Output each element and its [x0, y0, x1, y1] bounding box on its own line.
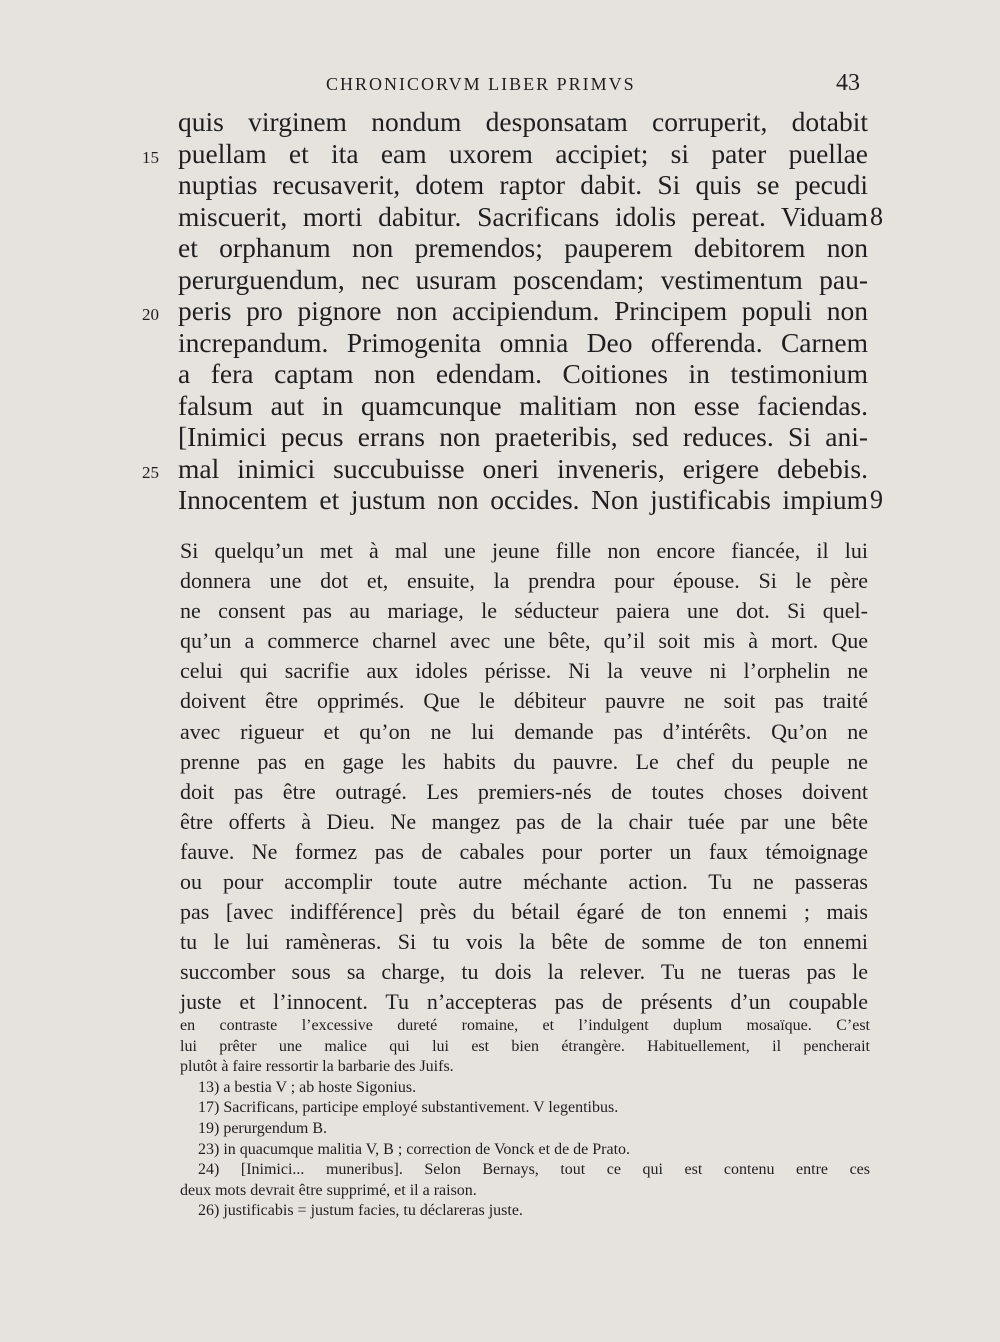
footnote-line: 23) in quacumque malitia V, B ; correction de Vonck et de de Prato.	[198, 1140, 631, 1158]
line-number: 25	[142, 462, 159, 482]
footnote-line: en contraste l’excessive dureté romaine, et l’indulgent duplum mosaïque. C’est	[180, 1017, 870, 1034]
latin-line-text: Innocentem et justum non occides. Non justificabis impium	[178, 484, 868, 515]
french-line: succomber sous sa charge, tu dois la relever. Tu ne tueras pas le	[180, 959, 868, 985]
french-line: juste et l’innocent. Tu n’accepteras pas de présents d’un coupable	[180, 989, 868, 1015]
page-number: 43	[836, 70, 860, 96]
french-line: celui qui sacrifie aux idoles périsse. Ni la veuve ni l’orphelin ne	[180, 658, 868, 684]
latin-line-text: miscuerit, morti dabitur. Sacrificans idolis pereat. Viduam	[178, 200, 868, 232]
margin-number: 9	[870, 485, 883, 514]
latin-line-text: mal inimici succubuisse oneri inveneris, erigere debebis.	[178, 452, 868, 484]
french-line: Si quelqu’un met à mal une jeune fille non encore fiancée, il lui	[180, 538, 868, 563]
latin-line	[178, 484, 883, 516]
margin-number: 8	[870, 201, 883, 231]
running-title: CHRONICORVM LIBER PRIMVS	[326, 74, 636, 94]
french-line: ne consent pas au mariage, le séducteur paiera une dot. Si quel-	[180, 598, 868, 624]
footnote-line: 17) Sacrificans, participe employé substantivement. V legentibus.	[198, 1099, 619, 1117]
footnote-line: deux mots devrait être supprimé, et il a raison.	[180, 1181, 477, 1199]
latin-line	[142, 137, 868, 170]
footnote-line: plutôt à faire ressortir la barbarie des Juifs.	[180, 1058, 454, 1076]
footnote-line: 24) [Inimici... muneribus]. Selon Bernays, tout ce qui est contenu entre ces	[198, 1161, 870, 1179]
latin-line: falsum aut in quamcunque malitiam non esse faciendas.	[178, 389, 868, 421]
french-line: avec rigueur et qu’on ne lui demande pas d’intérêts. Qu’on ne	[180, 718, 868, 744]
french-line: fauve. Ne formez pas de cabales pour porter un faux témoignage	[180, 838, 868, 864]
latin-line-text: peris pro pignore non accipiendum. Principem populi non	[178, 295, 868, 326]
line-number: 15	[142, 147, 159, 167]
page-header	[178, 72, 868, 100]
french-line: être offerts à Dieu. Ne mangez pas de la chair tuée par une bête	[180, 808, 868, 834]
footnote-line: 26) justificabis = justum facies, tu déclareras juste.	[198, 1202, 523, 1220]
latin-line	[142, 452, 868, 485]
footnote-line: 19) perurgendum B.	[198, 1119, 328, 1137]
french-line: ou pour accomplir toute autre méchante action. Tu ne passeras	[180, 869, 868, 895]
latin-line: perurguendum, nec usuram poscendam; vestimentum pau-	[178, 263, 868, 295]
french-line: qu’un a commerce charnel avec une bête, qu’il soit mis à mort. Que	[180, 628, 868, 654]
french-translation	[180, 536, 868, 1018]
french-line: doivent être opprimés. Que le débiteur pauvre ne soit pas traité	[180, 688, 868, 714]
latin-line: a fera captam non edendam. Coitiones in testimonium	[178, 358, 868, 389]
french-line: prenne pas en gage les habits du pauvre. Le chef du peuple ne	[180, 748, 868, 774]
latin-line	[178, 200, 883, 233]
french-line: pas [avec indifférence] près du bétail égaré de ton ennemi ; mais	[180, 899, 868, 925]
latin-line	[142, 295, 868, 327]
latin-line: nuptias recusaverit, dotem raptor dabit. Si quis se pecudi	[178, 169, 868, 200]
latin-line: et orphanum non premendos; pauperem debitorem non	[178, 232, 868, 263]
latin-text	[142, 106, 883, 516]
line-number: 20	[142, 305, 159, 324]
french-line: tu le lui ramèneras. Si tu vois la bête de somme de ton ennemi	[180, 929, 868, 955]
footnotes	[180, 1016, 870, 1222]
latin-line: increpandum. Primogenita omnia Deo offerenda. Carnem	[178, 326, 868, 358]
latin-line: [Inimici pecus errans non praeteribis, sed reduces. Si ani-	[178, 421, 868, 452]
french-line: doit pas être outragé. Les premiers-nés de toutes choses doivent	[180, 778, 868, 804]
footnote-line: lui prêter une malice qui lui est bien étrangère. Habituellement, il pencherait	[180, 1037, 870, 1055]
latin-line-text: puellam et ita eam uxorem accipiet; si pater puellae	[178, 137, 868, 169]
footnote-line: 13) a bestia V ; ab hoste Sigonius.	[198, 1078, 417, 1096]
latin-line: quis virginem nondum desponsatam corruperit, dotabit	[178, 106, 868, 137]
french-line: donnera une dot et, ensuite, la prendra pour épouse. Si le père	[180, 568, 868, 594]
